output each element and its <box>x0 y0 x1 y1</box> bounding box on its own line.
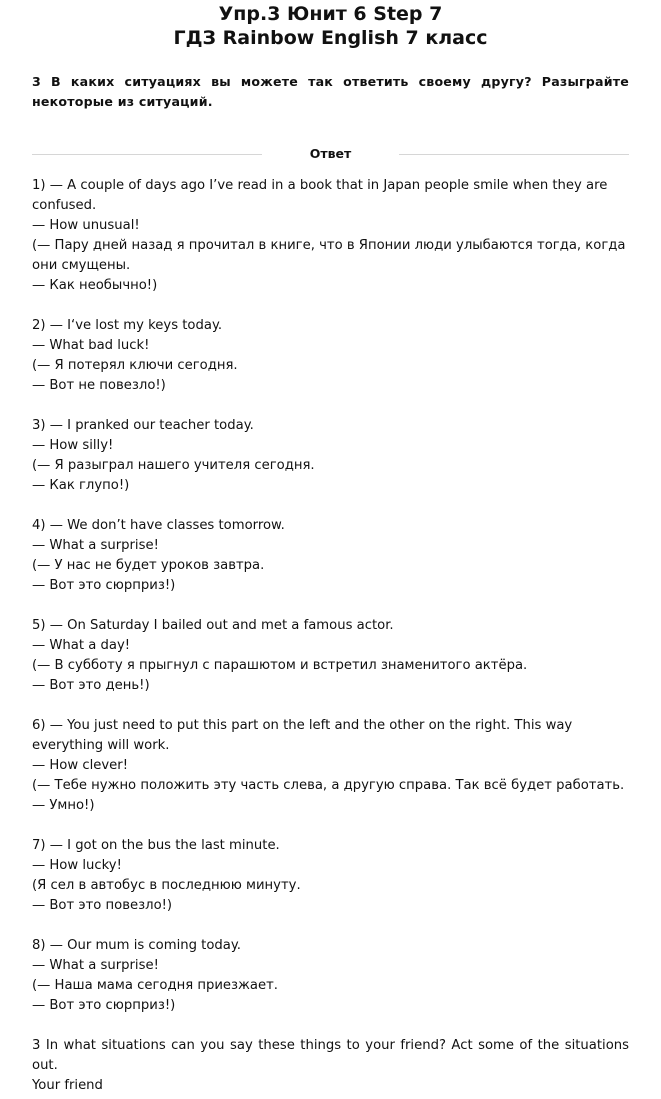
english-task <box>32 1036 629 1096</box>
title-line-2: ГДЗ Rainbow English 7 класс <box>173 27 488 49</box>
answer-item <box>32 836 629 916</box>
answer-item <box>32 176 629 296</box>
answer-line: 6) — You just need to put this part on the left and the other on the right. This way everything will work. <box>32 718 573 753</box>
answer-line: 5) — On Saturday I bailed out and met a famous actor. <box>32 618 394 633</box>
answer-line: — How clever! <box>32 758 128 773</box>
answer-item <box>32 316 629 396</box>
answer-divider <box>32 144 629 164</box>
answer-line: — Вот не повезло!) <box>32 378 166 393</box>
answer-line: 1) — A couple of days ago I’ve read in a book that in Japan people smile when they are confused. <box>32 178 608 213</box>
answer-line: — What bad luck! <box>32 338 150 353</box>
answer-line: 2) — I‘ve lost my keys today. <box>32 318 223 333</box>
title-line-1: Упр.3 Юнит 6 Step 7 <box>218 3 443 25</box>
answer-line: — Как глупо!) <box>32 478 130 493</box>
answer-line: — Как необычно!) <box>32 278 158 293</box>
answer-line: 3) — I pranked our teacher today. <box>32 418 254 433</box>
answer-line: (— Я разыграл нашего учителя сегодня. <box>32 458 315 473</box>
answer-line: — Вот это день!) <box>32 678 150 693</box>
answer-item <box>32 516 629 596</box>
answer-line: — How unusual! <box>32 218 140 233</box>
answer-item <box>32 716 629 816</box>
answer-item <box>32 936 629 1016</box>
answer-line: (— Тебе нужно положить эту часть слева, а другую справа. Так всё будет работать. <box>32 778 625 793</box>
answer-line: — Вот это повезло!) <box>32 898 173 913</box>
divider-line-right <box>399 154 629 155</box>
answer-line: — How lucky! <box>32 858 122 873</box>
answer-line: (Я сел в автобус в последнюю минуту. <box>32 878 301 893</box>
answer-line: (— В субботу я прыгнул с парашютом и встретил знаменитого актёра. <box>32 658 528 673</box>
answer-list <box>32 176 629 1016</box>
english-task-last-line: Your friend <box>32 1078 103 1093</box>
answer-item <box>32 616 629 696</box>
answer-line: 8) — Our mum is coming today. <box>32 938 241 953</box>
answer-line: 7) — I got on the bus the last minute. <box>32 838 280 853</box>
answer-line: (— Я потерял ключи сегодня. <box>32 358 238 373</box>
page-title <box>0 0 661 50</box>
answer-line: (— У нас не будет уроков завтра. <box>32 558 265 573</box>
answer-heading: Ответ <box>309 146 352 161</box>
answer-line: — Умно!) <box>32 798 95 813</box>
answer-item <box>32 416 629 496</box>
answer-line: (— Наша мама сегодня приезжает. <box>32 978 278 993</box>
answer-line: 4) — We don’t have classes tomorrow. <box>32 518 285 533</box>
answer-line: — What a surprise! <box>32 958 159 973</box>
answer-line: — What a surprise! <box>32 538 159 553</box>
answer-line: — Вот это сюрприз!) <box>32 578 176 593</box>
answer-line: — How silly! <box>32 438 114 453</box>
english-task-text: 3 In what situations can you say these things to your friend? Act some of the situations out. <box>32 1038 629 1073</box>
answer-line: (— Пару дней назад я прочитал в книге, что в Японии люди улыбаются тогда, когда они смущены. <box>32 238 626 273</box>
answer-line: — What a day! <box>32 638 131 653</box>
task-statement: 3 В каких ситуациях вы можете так ответить своему другу? Разыграйте некоторые из ситуаций. <box>32 74 629 109</box>
answer-line: — Вот это сюрприз!) <box>32 998 176 1013</box>
